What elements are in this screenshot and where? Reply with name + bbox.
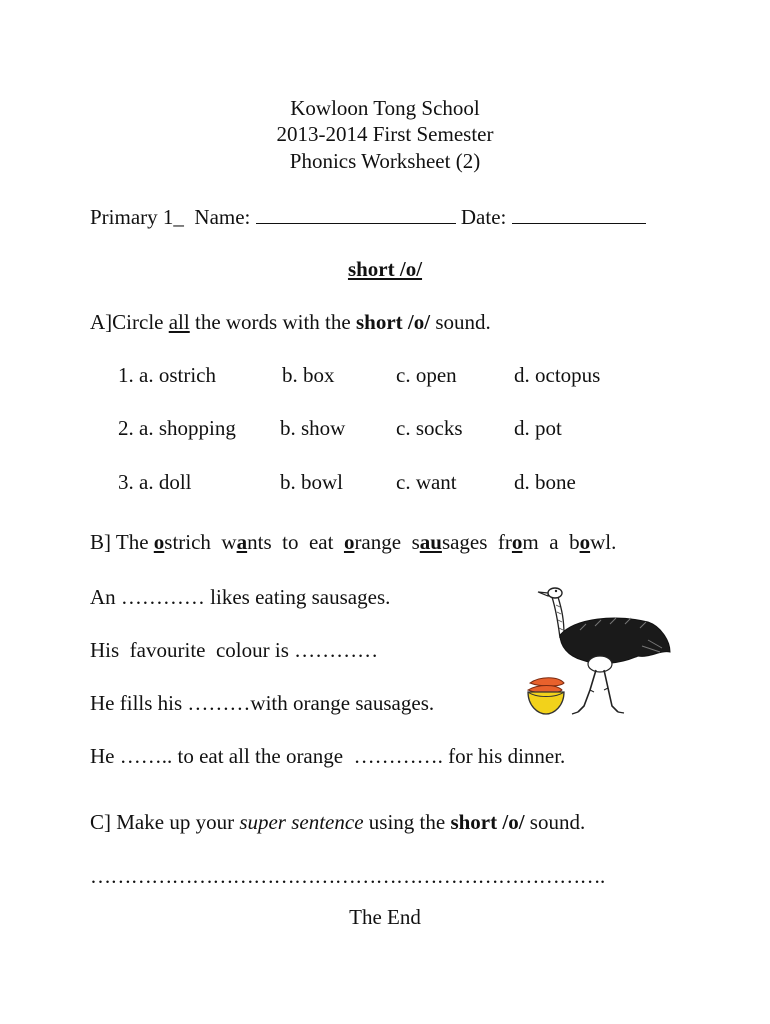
school-name: Kowloon Tong School: [290, 96, 480, 120]
footer-the-end: The End: [349, 905, 421, 929]
section-a-middle: the words with the: [189, 310, 356, 334]
fill-line-4[interactable]: He …….. to eat all the orange …………. for his dinner.: [90, 744, 566, 768]
row-3-d[interactable]: d. bone: [514, 470, 576, 494]
highlighted-letter: o: [343, 530, 355, 554]
topic-text: short /o/: [347, 257, 423, 281]
date-blank[interactable]: [512, 205, 646, 224]
section-b-sentence: [90, 532, 616, 553]
row-2-b[interactable]: b. show: [280, 416, 346, 440]
row-1-a[interactable]: 1. a. ostrich: [118, 363, 216, 387]
fill-line-1[interactable]: An ………… likes eating sausages.: [90, 585, 391, 609]
row-1-d[interactable]: d. octopus: [514, 363, 601, 387]
sentence-part: m a b: [522, 530, 580, 554]
row-3-a[interactable]: 3. a. doll: [118, 470, 192, 494]
section-c-bold: short /o/: [450, 810, 525, 834]
row-1-b[interactable]: b. box: [282, 363, 335, 387]
section-a-bold: short /o/: [355, 310, 431, 334]
sentence-part: range s: [354, 530, 420, 554]
sentence-part: sages fr: [441, 530, 512, 554]
fill-line-3[interactable]: He fills his ………with orange sausages.: [90, 691, 435, 715]
row-3-c[interactable]: c. want: [396, 470, 457, 494]
sentence-part: wl.: [590, 530, 617, 554]
name-blank[interactable]: [256, 205, 456, 224]
section-a-suffix: sound.: [430, 310, 491, 334]
row-2-c[interactable]: c. socks: [396, 416, 463, 440]
section-c-italic: super sentence: [239, 810, 364, 834]
ostrich-with-bowl-of-sausages-illustration: [520, 580, 675, 720]
section-c-middle: using the: [363, 810, 451, 834]
highlighted-letter: o: [153, 530, 165, 554]
section-c-suffix: sound.: [524, 810, 586, 834]
section-c-instruction: [90, 812, 585, 833]
section-c-prefix: C] Make up your: [90, 810, 240, 834]
highlighted-letter: a: [236, 530, 248, 554]
row-2-a[interactable]: 2. a. shopping: [118, 416, 236, 440]
sentence-part: strich w: [164, 530, 237, 554]
topic-heading: [0, 259, 770, 280]
sentence-part: B] The: [90, 530, 154, 554]
highlighted-letter: o: [579, 530, 591, 554]
row-3-b[interactable]: b. bowl: [280, 470, 343, 494]
sentence-writing-line[interactable]: ………………………………………………………………….: [90, 866, 605, 887]
worksheet-title: Phonics Worksheet (2): [289, 149, 481, 173]
highlighted-letter: o: [511, 530, 523, 554]
section-a-instruction: [90, 312, 491, 333]
sentence-part: nts to eat: [247, 530, 344, 554]
name-label: Name:: [194, 205, 251, 229]
semester: 2013-2014 First Semester: [276, 122, 494, 146]
class-label: Primary 1_: [90, 205, 184, 229]
row-1-c[interactable]: c. open: [396, 363, 457, 387]
fill-line-2[interactable]: His favourite colour is …………: [90, 638, 379, 662]
info-line: [90, 205, 646, 228]
section-a-prefix: A]Circle: [90, 310, 169, 334]
highlighted-letter: au: [419, 530, 442, 554]
section-a-emph: all: [168, 310, 190, 334]
date-label: Date:: [460, 205, 507, 229]
row-2-d[interactable]: d. pot: [514, 416, 562, 440]
